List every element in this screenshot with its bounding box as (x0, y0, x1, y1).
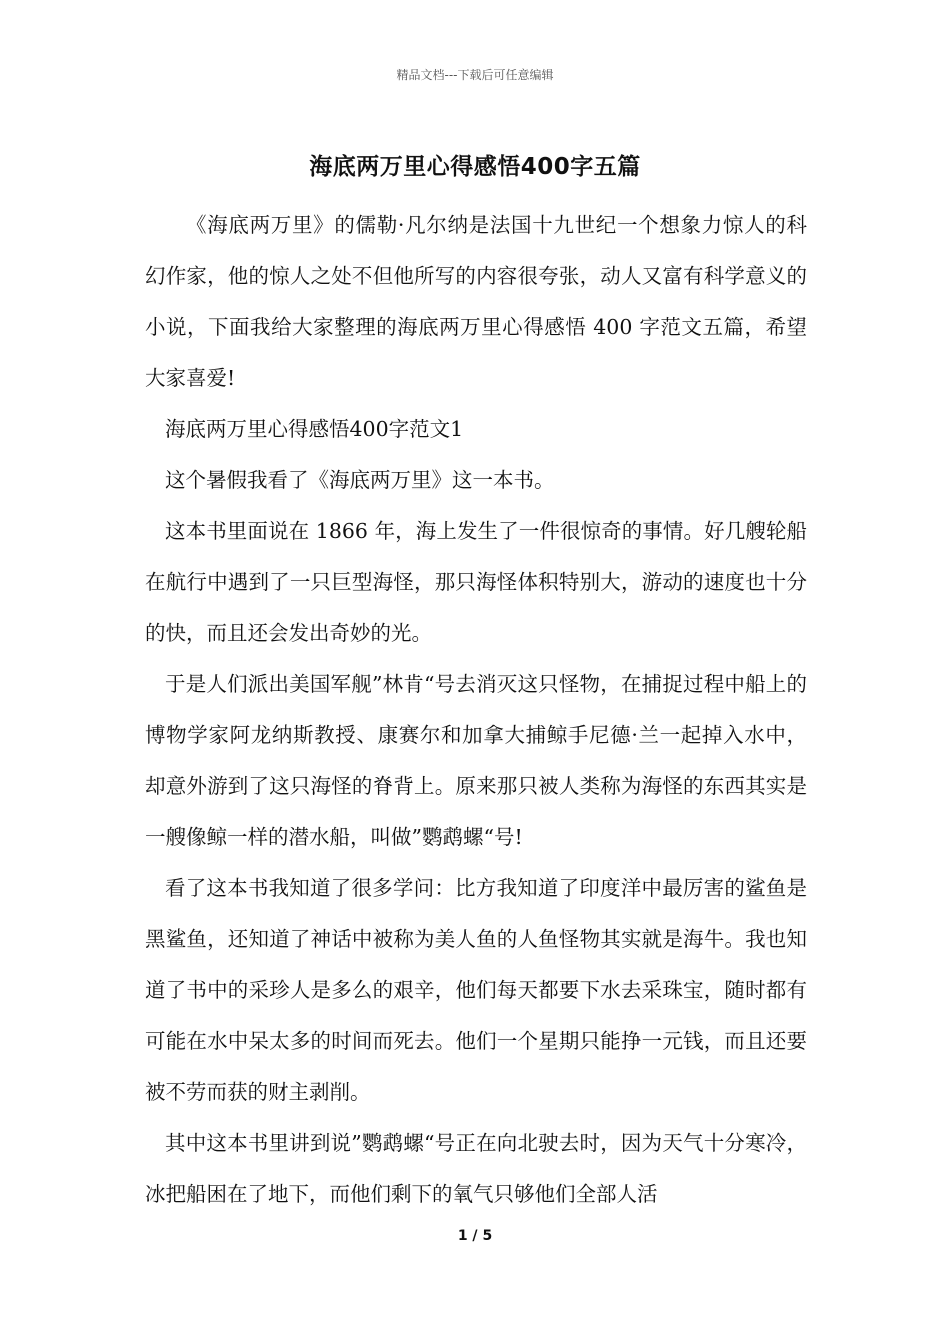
document-body (145, 200, 807, 1220)
page-separator: / (467, 1228, 483, 1244)
page-header: 精品文档---下载后可任意编辑 (396, 68, 554, 82)
body-paragraph: 其中这本书里讲到说”鹦鹉螺“号正在向北驶去时，因为天气十分寒冷，冰把船困在了地下，而他们剩下的氧气只够他们全部人活 (145, 1131, 807, 1206)
intro-paragraph: 《海底两万里》的儒勒·凡尔纳是法国十九世纪一个想象力惊人的科幻作家，他的惊人之处不但他所写的内容很夸张，动人又富有科学意义的小说，下面我给大家整理的海底两万里心得感悟 400 字范文五篇，希望大家喜爱! (145, 213, 807, 390)
page-current: 1 (457, 1228, 468, 1244)
body-paragraph: 看了这本书我知道了很多学问：比方我知道了印度洋中最厉害的鲨鱼是黑鲨鱼，还知道了神话中被称为美人鱼的人鱼怪物其实就是海牛。我也知道了书中的采珍人是多么的艰辛，他们每天都要下水去采珠宝，随时都有可能在水中呆太多的时间而死去。他们一个星期只能挣一元钱，而且还要被不劳而获的财主剥削。 (145, 876, 807, 1104)
body-paragraph: 这本书里面说在 1866 年，海上发生了一件很惊奇的事情。好几艘轮船在航行中遇到了一只巨型海怪，那只海怪体积特别大，游动的速度也十分的快，而且还会发出奇妙的光。 (145, 519, 807, 645)
section-heading: 海底两万里心得感悟400字范文1 (165, 417, 464, 441)
page-number (0, 1228, 950, 1244)
body-paragraph: 于是人们派出美国军舰”林肯“号去消灭这只怪物，在捕捉过程中船上的博物学家阿龙纳斯教授、康赛尔和加拿大捕鲸手尼德·兰一起掉入水中，却意外游到了这只海怪的脊背上。原来那只被人类称为海怪的东西其实是一艘像鲸一样的潜水船，叫做”鹦鹉螺“号! (145, 672, 807, 849)
document-title: 海底两万里心得感悟400字五篇 (309, 154, 641, 180)
body-paragraph: 这个暑假我看了《海底两万里》这一本书。 (165, 468, 555, 492)
page-total: 5 (482, 1228, 493, 1244)
